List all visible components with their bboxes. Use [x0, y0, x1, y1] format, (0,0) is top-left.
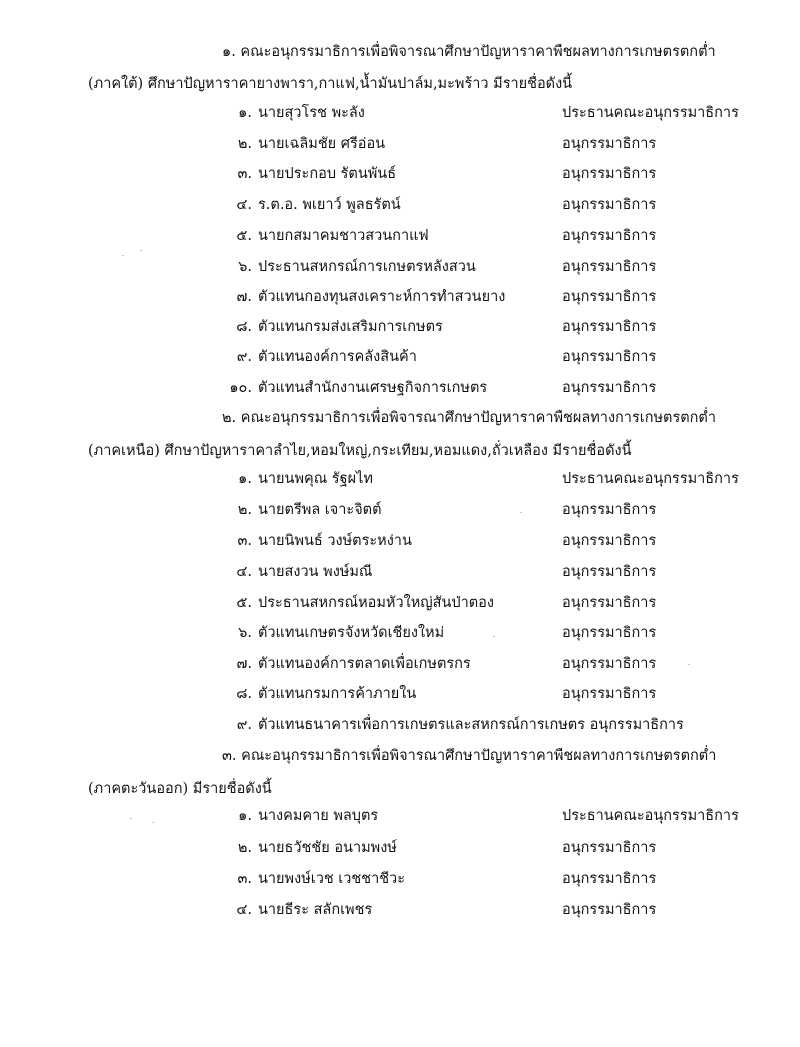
member-row [200, 654, 760, 674]
member-name: นายนพคุณ รัฐผไท [258, 471, 373, 487]
member-name: ตัวแทนกองทุนสงเคราะห์การทำสวนยาง [258, 289, 506, 305]
member-role: อนุกรรมาธิการ [562, 136, 657, 152]
member-name: ตัวแทนองค์การคลังสินค้า [258, 349, 417, 365]
member-number: ๒. [237, 840, 252, 856]
member-row [200, 531, 760, 551]
scan-speck [122, 255, 124, 256]
member-number: ๔. [236, 564, 252, 580]
member-row [200, 257, 760, 277]
member-number: ๒. [237, 502, 252, 518]
group-heading: ๑. คณะอนุกรรมาธิการเพื่อพิจารณาศึกษาปัญหาราคาพืชผลทางการเกษตรตกต่ำ [222, 44, 716, 60]
member-role: อนุกรรมาธิการ [562, 259, 657, 275]
scan-speck [140, 250, 142, 251]
member-name: ตัวแทนองค์การตลาดเพื่อเกษตรกร [258, 656, 471, 672]
member-role: ประธานคณะอนุกรรมาธิการ [562, 471, 739, 487]
group-heading: ๓. คณะอนุกรรมาธิการเพื่อพิจารณาศึกษาปัญหาราคาพืชผลทางการเกษตรตกต่ำ [222, 748, 717, 764]
member-role: อนุกรรมาธิการ [562, 319, 657, 335]
member-row [200, 378, 760, 398]
scan-speck [152, 822, 154, 823]
member-number: ๙. [236, 717, 252, 733]
member-number: ๒. [237, 136, 252, 152]
member-name: ร.ต.อ. พเยาว์ พูลธรัตน์ [258, 197, 401, 213]
scan-speck [493, 636, 495, 637]
member-number: ๘. [236, 686, 252, 702]
member-role: อนุกรรมาธิการ [562, 595, 657, 611]
member-name: ประธานสหกรณ์หอมหัวใหญ่สันป่าตอง [258, 595, 494, 611]
member-role: อนุกรรมาธิการ [562, 625, 657, 641]
member-row [200, 869, 760, 889]
member-number: ๑๐. [229, 380, 252, 396]
member-row [200, 806, 760, 826]
member-role: อนุกรรมาธิการ [562, 686, 657, 702]
member-role: อนุกรรมาธิการ [562, 349, 657, 365]
scan-speck [688, 664, 690, 665]
member-name: นายประกอบ รัตนพันธ์ [258, 166, 397, 182]
member-role: อนุกรรมาธิการ [562, 871, 657, 887]
member-role: อนุกรรมาธิการ [562, 228, 657, 244]
member-number: ๑. [238, 471, 252, 487]
member-number: ๓. [237, 871, 252, 887]
member-name: ประธานสหกรณ์การเกษตรหลังสวน [258, 259, 476, 275]
member-row [200, 500, 760, 520]
member-row [200, 593, 760, 613]
group-subheading: (ภาคเหนือ) ศึกษาปัญหาราคาลำไย,หอมใหญ่,กระเทียม,หอมแดง,ถั่วเหลือง มีรายชื่อดังนี้ [88, 443, 632, 459]
scan-speck [520, 512, 522, 513]
member-name: นายเฉลิมชัย ศรีอ่อน [258, 136, 386, 152]
member-row [200, 469, 760, 489]
member-row [200, 164, 760, 184]
member-role: อนุกรรมาธิการ [562, 166, 657, 182]
member-name: ตัวแทนเกษตรจังหวัดเชียงใหม่ [258, 625, 445, 641]
group-heading: ๒. คณะอนุกรรมาธิการเพื่อพิจารณาศึกษาปัญหาราคาพืชผลทางการเกษตรตกต่ำ [222, 410, 716, 426]
member-role: ประธานคณะอนุกรรมาธิการ [562, 808, 739, 824]
member-name: นายตรีพล เจาะจิตต์ [258, 502, 382, 518]
member-row [200, 684, 760, 704]
member-number: ๘. [236, 319, 252, 335]
member-row [200, 195, 760, 215]
member-name: ตัวแทนธนาคารเพื่อการเกษตรและสหกรณ์การเกษตร อนุกรรมาธิการ [258, 717, 684, 733]
member-number: ๔. [236, 197, 252, 213]
member-name: นายนิพนธ์ วงษ์ตระหง่าน [258, 533, 412, 549]
member-name: นายธวัชชัย อนามพงษ์ [258, 840, 397, 856]
member-name: ตัวแทนกรมการค้าภายใน [258, 686, 417, 702]
member-row [200, 317, 760, 337]
member-role: อนุกรรมาธิการ [562, 289, 657, 305]
scan-speck [130, 818, 132, 819]
member-row [200, 103, 760, 123]
member-row [200, 347, 760, 367]
member-role: อนุกรรมาธิการ [562, 840, 657, 856]
member-name: ตัวแทนสำนักงานเศรษฐกิจการเกษตร [258, 380, 488, 396]
member-number: ๖. [238, 625, 252, 641]
member-name: นายพงษ์เวช เวชชาชีวะ [258, 871, 405, 887]
member-number: ๑. [238, 105, 252, 121]
member-row [200, 715, 760, 735]
member-role: ประธานคณะอนุกรรมาธิการ [562, 105, 739, 121]
member-role: อนุกรรมาธิการ [562, 656, 657, 672]
member-number: ๔. [236, 902, 252, 918]
member-number: ๗. [236, 656, 252, 672]
member-role: อนุกรรมาธิการ [562, 902, 657, 918]
member-role: อนุกรรมาธิการ [562, 502, 657, 518]
member-role: อนุกรรมาธิการ [562, 564, 657, 580]
member-row [200, 134, 760, 154]
member-row [200, 623, 760, 643]
member-row [200, 838, 760, 858]
member-name: นายสุวโรช พะลัง [258, 105, 365, 121]
group-subheading: (ภาคตะวันออก) มีรายชื่อดังนี้ [88, 781, 272, 797]
member-name: นายกสมาคมชาวสวนกาแฟ [258, 228, 429, 244]
member-role: อนุกรรมาธิการ [562, 533, 657, 549]
member-row [200, 226, 760, 246]
member-number: ๗. [236, 289, 252, 305]
member-number: ๕. [236, 228, 252, 244]
member-role: อนุกรรมาธิการ [562, 380, 657, 396]
member-number: ๕. [236, 595, 252, 611]
member-name: นางคมคาย พลบุตร [258, 808, 379, 824]
member-row [200, 900, 760, 920]
member-name: ตัวแทนกรมส่งเสริมการเกษตร [258, 319, 443, 335]
member-role: อนุกรรมาธิการ [562, 197, 657, 213]
member-number: ๑. [238, 808, 252, 824]
member-number: ๓. [237, 533, 252, 549]
group-subheading: (ภาคใต้) ศึกษาปัญหาราคายางพารา,กาแฟ,น้ำมันปาล์ม,มะพร้าว มีรายชื่อดังนี้ [88, 76, 573, 92]
member-number: ๙. [236, 349, 252, 365]
member-row [200, 287, 760, 307]
member-name: นายสงวน พงษ์มณี [258, 564, 373, 580]
member-number: ๓. [237, 166, 252, 182]
member-row [200, 562, 760, 582]
member-number: ๖. [238, 259, 252, 275]
member-name: นายธีระ สลักเพชร [258, 902, 373, 918]
